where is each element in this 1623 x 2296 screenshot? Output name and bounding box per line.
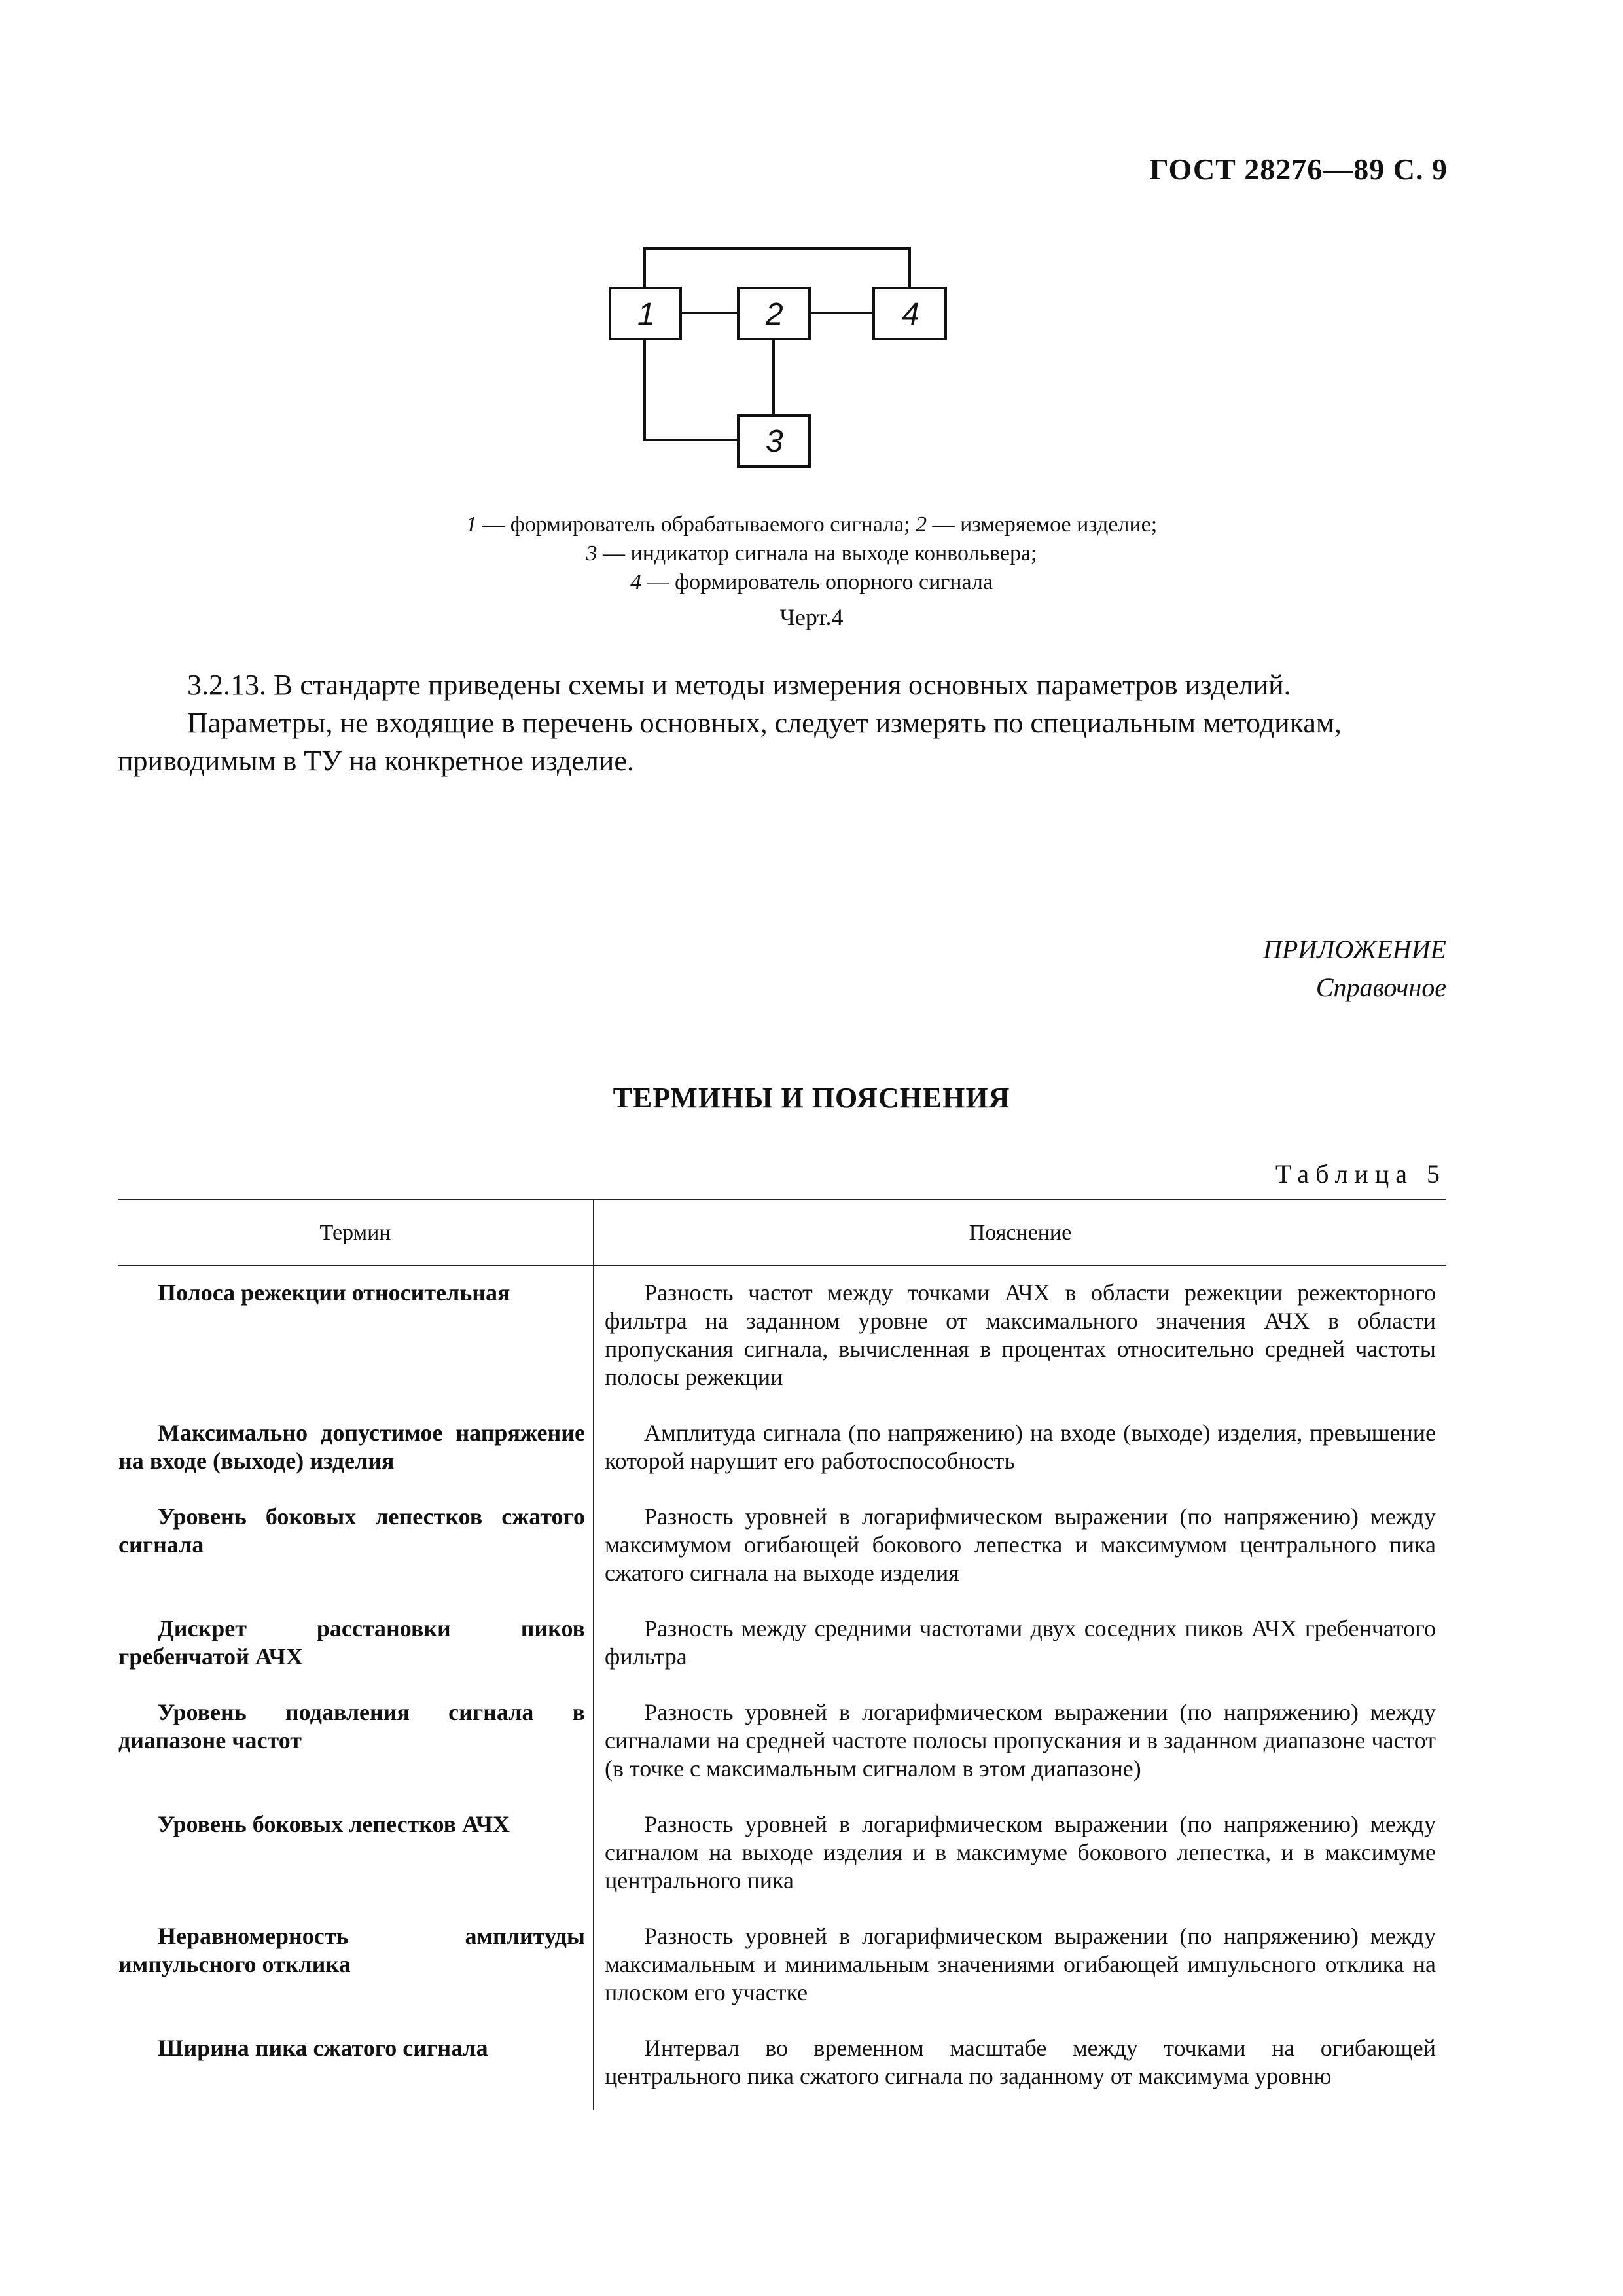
block-1-label: 1 [637, 297, 655, 332]
legend-text-3: — индикатор сигнала на выходе конвольвера; [597, 541, 1037, 565]
block-1 [610, 288, 681, 339]
explanation-cell: Интервал во временном масштабе между точками на огибающей центрального пика сжатого сигнала по заданному от максимума уровню [605, 2035, 1436, 2089]
connector-1-3 [645, 339, 738, 440]
table-body [118, 1265, 1446, 2110]
section-title: ТЕРМИНЫ И ПОЯСНЕНИЯ [613, 1082, 1010, 1114]
table-row [118, 1607, 1446, 1691]
terms-table [118, 1199, 1446, 2110]
table-row [118, 1914, 1446, 2026]
explanation-cell: Разность уровней в логарифмическом выражении (по напряжению) между сигналами на средней частоте полосы пропускания и в заданном диапазоне частот (в точке с максимальным сигналом в этом диапазоне) [605, 1699, 1436, 1782]
legend-num-4: 4 [630, 570, 642, 594]
block-3 [738, 416, 810, 467]
table-row [118, 1411, 1446, 1495]
connector-1-4 [645, 249, 910, 289]
paragraph-3-2-13: 3.2.13. В стандарте приведены схемы и методы измерения основных параметров изделий. [187, 669, 1291, 701]
term-cell: Неравномерность амплитуды импульсного отклика [118, 1914, 594, 2026]
figure-caption: Черт.4 [779, 604, 844, 630]
table-row [118, 1265, 1446, 1411]
legend-num-3: 3 [586, 541, 597, 565]
table-header-row [118, 1200, 1446, 1265]
term-cell: Дискрет расстановки пиков гребенчатой АЧХ [118, 1607, 594, 1691]
legend-text-1: — формирователь обрабатываемого сигнала; [476, 512, 916, 537]
term-cell: Полоса режекции относительная [118, 1265, 594, 1411]
table-label: Таблица 5 [1275, 1159, 1446, 1189]
explanation-cell: Разность частот между точками АЧХ в области режекции режекторного фильтра на заданном уровне от максимального значения АЧХ в области пропускания сигнала, вычисленная в процентах относительно средней частоты полосы режекции [605, 1280, 1436, 1390]
legend-num-2: 2 [916, 512, 927, 537]
header-explanation: Пояснение [594, 1200, 1446, 1265]
appendix-block [1263, 931, 1446, 1007]
page-header: ГОСТ 28276—89 С. 9 [1149, 152, 1448, 186]
explanation-cell: Амплитуда сигнала (по напряжению) на входе (выходе) изделия, превышение которой нарушит его работоспособность [605, 1420, 1436, 1474]
appendix-title: ПРИЛОЖЕНИЕ [1263, 935, 1446, 964]
block-2-label: 2 [766, 297, 783, 332]
term-cell: Ширина пика сжатого сигнала [118, 2026, 594, 2110]
term-cell: Максимально допустимое напряжение на входе (выходе) изделия [118, 1411, 594, 1495]
diagram-legend [0, 511, 1623, 597]
term-cell: Уровень боковых лепестков АЧХ [118, 1803, 594, 1914]
term-cell: Уровень подавления сигнала в диапазоне частот [118, 1691, 594, 1803]
table-row [118, 1495, 1446, 1607]
legend-text-4: — формирователь опорного сигнала [641, 570, 993, 594]
legend-text-2: — измеряемое изделие; [927, 512, 1158, 537]
header-term: Термин [118, 1200, 594, 1265]
term-cell: Уровень боковых лепестков сжатого сигнала [118, 1495, 594, 1607]
block-4 [874, 288, 946, 339]
table-row [118, 1803, 1446, 1914]
block-3-label: 3 [766, 424, 783, 459]
appendix-subtitle: Справочное [1315, 973, 1446, 1002]
explanation-cell: Разность между средними частотами двух соседних пиков АЧХ гребенчатого фильтра [605, 1615, 1436, 1670]
explanation-cell: Разность уровней в логарифмическом выражении (по напряжению) между максимумом огибающей бокового лепестка и максимумом центрального пика сжатого сигнала на выходе изделия [605, 1503, 1436, 1586]
paragraph-parameters: Параметры, не входящие в перечень основных, следует измерять по специальным методикам, приводимым в ТУ на конкретное изделие. [118, 707, 1342, 777]
legend-num-1: 1 [465, 512, 477, 537]
explanation-cell: Разность уровней в логарифмическом выражении (по напряжению) между максимальным и минимальным значениями огибающей импульсного отклика на плоском его участке [605, 1923, 1436, 2005]
table-row [118, 2026, 1446, 2110]
block-2 [738, 288, 810, 339]
table-row [118, 1691, 1446, 1803]
block-4-label: 4 [902, 297, 919, 332]
explanation-cell: Разность уровней в логарифмическом выражении (по напряжению) между сигналом на выходе изделия и в максимуме бокового лепестка, и в максимуме центрального пика [605, 1811, 1436, 1893]
